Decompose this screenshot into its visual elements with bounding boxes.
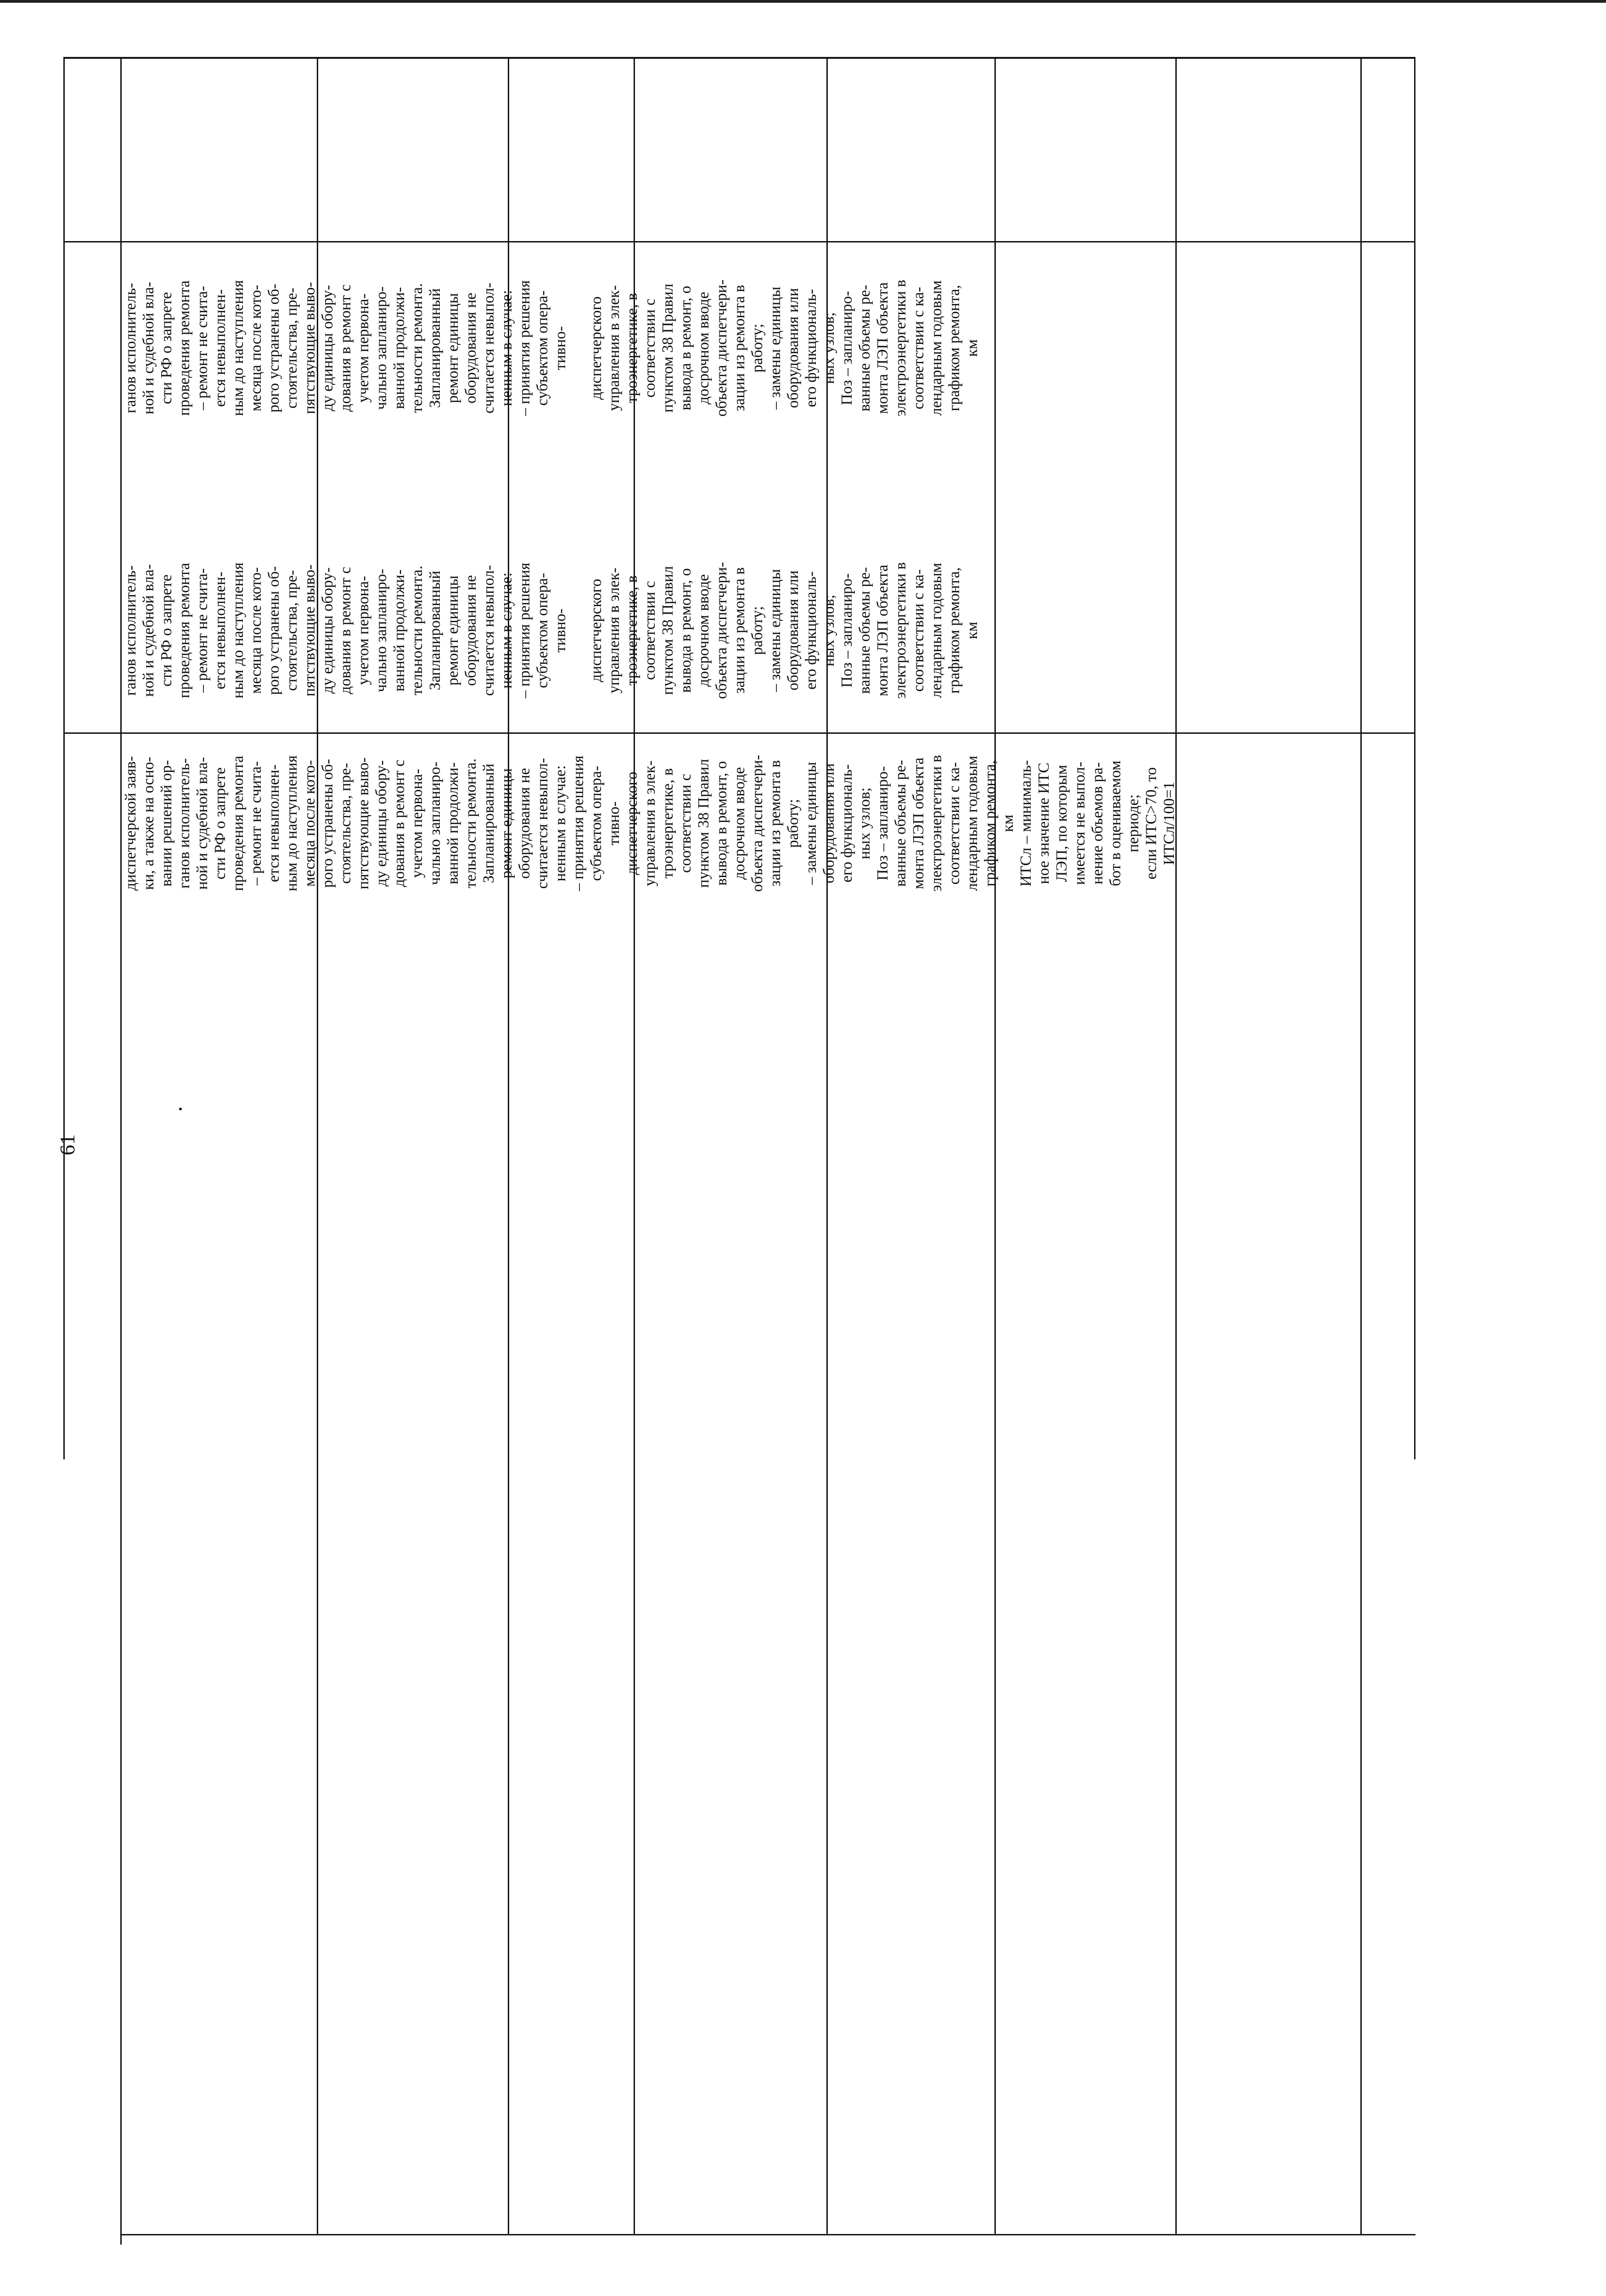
cell-text-line: монта ЛЭП объекта [910, 757, 927, 889]
cell-text-line: графиком ремонта, [946, 285, 963, 411]
cell-text-line: ненным в случае: [498, 572, 515, 689]
cell-text-line: ное значение ИТС [1035, 762, 1052, 884]
cell-text-line: учетом первона- [355, 576, 372, 685]
cell-text-line: ных узлов; [856, 787, 873, 860]
cell-text-line: ИТСл – минималь- [1017, 760, 1034, 887]
cell-text-line: графиком ремонта, [946, 567, 963, 694]
cell-text-line: тивно- [552, 608, 569, 653]
cell-text-line: его функциональ- [803, 571, 820, 690]
cell-text-line: оборудования не [462, 293, 479, 404]
cell-text-line: стоятельства, пре- [283, 570, 300, 691]
cell-text-line: субъектом опера- [588, 765, 605, 881]
cell-text-line: пятствующие выво- [301, 564, 318, 697]
cell-text-line: периоде; [1125, 794, 1142, 853]
cell-text-line: чально запланиро- [427, 761, 444, 885]
cell-text-line: тивно- [606, 801, 623, 845]
cell-text-line: диспетчерской заяв- [122, 756, 139, 891]
cell-text-line: ется невыполнен- [265, 764, 282, 883]
cell-text-line: субъектом опера- [534, 290, 551, 406]
cell-text-line: – замены единицы [767, 287, 784, 410]
table-cell-col2 [122, 727, 1407, 920]
cell-text-line: проведения ремонта [176, 280, 193, 416]
cell-text-line: ванной продолжи- [391, 287, 408, 409]
cell-text-line: учетом первона- [355, 293, 372, 403]
cell-text-line: – принятия решения [570, 755, 587, 891]
cell-text-line: сти РФ о запрете [158, 292, 175, 405]
cell-text-line: пятствующие выво- [355, 757, 372, 889]
cell-text-line: пунктом 38 Правил [659, 283, 676, 413]
cell-text-line: рого устранены об- [265, 566, 282, 695]
cell-text-line: бот в оцениваемом [1107, 760, 1124, 886]
cell-text-line: монта ЛЭП объекта [874, 564, 891, 697]
cell-text-line: – замены единицы [767, 569, 784, 692]
cell-text-line: дования в ремонт с [391, 760, 408, 887]
cell-text-line: ным до наступления [230, 280, 247, 416]
cell-text-line: Поз – запланиро- [838, 573, 855, 688]
cell-text-line: его функциональ- [803, 289, 820, 407]
cell-text-line: диспетчерского [588, 296, 605, 400]
cell-text-line: объекта диспетчери- [749, 754, 766, 892]
cell-text-line: управления в элек- [606, 285, 623, 411]
cell-text-line: ганов исполнитель- [176, 758, 193, 889]
cell-text-line: тельности ремонта. [462, 758, 479, 889]
cell-text-line: управления в элек- [641, 760, 658, 886]
cell-text-line: зации из ремонта в [731, 567, 748, 694]
cell-text-line: диспетчерского [588, 579, 605, 682]
cell-text-line: проведения ремонта [230, 755, 247, 891]
cell-text-line: учетом первона- [409, 769, 426, 878]
cell-text-line: – ремонт не счита- [194, 568, 211, 693]
cell-text-line: км [1000, 814, 1016, 833]
cell-text-line: ным до наступления [283, 755, 300, 891]
cell-text-line: ду единицы обору- [373, 760, 390, 887]
cell-text-line: стоятельства, пре- [337, 763, 354, 884]
cell-text-line: тивно- [552, 326, 569, 370]
cell-text-line: троэнергетике, в [623, 575, 640, 686]
cell-text-line: ремонт единицы [498, 768, 515, 878]
cell-text-line: чально запланиро- [373, 286, 390, 410]
cell-text-line: ремонт единицы [444, 575, 461, 686]
cell-text-line: вывода в ремонт, о [677, 286, 694, 411]
cell-text-line: диспетчерского [623, 771, 640, 875]
cell-text-line: зации из ремонта в [767, 760, 784, 887]
cell-text-line: Запланированный [427, 288, 444, 408]
cell-text-line: ванной продолжи- [391, 569, 408, 692]
cell-text-line: ненным в случае: [552, 765, 569, 882]
cell-text-line: работу; [749, 606, 766, 655]
cell-text-line: ИТСл/100=1 [1161, 782, 1178, 865]
cell-text-line: управления в элек- [606, 568, 623, 693]
cell-text-line: рого устранены об- [265, 283, 282, 413]
cell-text-line: ванные объемы ре- [856, 567, 873, 694]
cell-text-line: ду единицы обору- [319, 567, 336, 694]
cell-text-line: тельности ремонта. [409, 565, 426, 696]
cell-text-line: соответствии с ка- [910, 287, 927, 410]
cell-text-line: чально запланиро- [373, 568, 390, 692]
cell-text-line: Поз – запланиро- [874, 766, 891, 881]
cell-text-line: вании решений ор- [158, 760, 175, 887]
cell-text-line: ванные объемы ре- [892, 760, 909, 887]
cell-text-line: считается невыпол- [480, 565, 497, 696]
cell-text-line: если ИТС>70, то [1143, 767, 1160, 880]
cell-text-line: ганов исполнитель- [122, 565, 139, 696]
cell-text-line: лендарным годовым [928, 280, 945, 416]
scan-speck [179, 1108, 182, 1110]
cell-text-line: – принятия решения [516, 280, 533, 416]
cell-text-line: пунктом 38 Правил [695, 759, 712, 888]
cell-text-line: монта ЛЭП объекта [874, 282, 891, 414]
table-border-top [63, 57, 1415, 59]
cell-text-line: лендарным годовым [964, 755, 981, 891]
cell-text-line: нение объемов ра- [1089, 762, 1106, 884]
cell-text-line: ных узлов; [820, 594, 837, 667]
cell-text-line: считается невыпол- [480, 282, 497, 414]
cell-text-line: тельности ремонта. [409, 283, 426, 413]
cell-text-line: рого устранены об- [319, 759, 336, 888]
cell-text-line: считается невыпол- [534, 758, 551, 889]
cell-text-line: – замены единицы [803, 762, 820, 885]
cell-text-line [569, 255, 587, 441]
cell-text-line: ванной продолжи- [444, 762, 461, 884]
cell-text-line: Запланированный [480, 763, 497, 884]
page-number: 61 [56, 1134, 79, 1155]
cell-text-line: электроэнергетики в [928, 755, 945, 892]
cell-text-line: досрочном вводе [695, 574, 712, 687]
cell-text-line: оборудования или [820, 763, 837, 884]
cell-text-line: объекта диспетчери- [713, 562, 730, 699]
cell-text-line: – ремонт не счита- [247, 761, 264, 886]
cell-text-line: – ремонт не счита- [194, 286, 211, 411]
cell-text-line: имеется не выпол- [1071, 761, 1088, 885]
cell-text-line: оборудования не [516, 768, 533, 879]
cell-text-line: ной и судебной вла- [140, 281, 157, 415]
cell-text-line: работу; [749, 323, 766, 373]
cell-text-line: ЛЭП, по которым [1053, 765, 1070, 882]
table-border-left [63, 58, 65, 1459]
cell-text-line: досрочном вводе [695, 292, 712, 405]
cell-text-line: электроэнергетики в [892, 562, 909, 699]
cell-text-line: соответствии с [641, 298, 658, 398]
cell-text-line: ду единицы обору- [319, 285, 336, 411]
cell-text-line: соответствии с ка- [946, 762, 963, 885]
cell-text-line: вывода в ремонт, о [677, 568, 694, 693]
cell-text-line: дования в ремонт с [337, 284, 354, 412]
cell-text-line: ным до наступления [230, 563, 247, 698]
cell-text-line: пунктом 38 Правил [659, 566, 676, 695]
cell-text-line: ной и судебной вла- [140, 564, 157, 697]
cell-text-line: лендарным годовым [928, 563, 945, 698]
cell-text-line: ется невыполнен- [212, 571, 229, 690]
cell-text-line: ненным в случае: [498, 290, 515, 406]
cell-text-line: соответствии с ка- [910, 569, 927, 692]
cell-text-line: его функциональ- [838, 764, 855, 883]
cell-text-line: объекта диспетчери- [713, 279, 730, 417]
cell-text-line: месяца после кото- [301, 760, 318, 887]
cell-text-line: ванные объемы ре- [856, 285, 873, 411]
cell-text-line: ется невыполнен- [212, 289, 229, 407]
cell-text-line: оборудования не [462, 575, 479, 686]
cell-text-line: троэнергетике, в [659, 768, 676, 879]
cell-text-line: дования в ремонт с [337, 567, 354, 694]
cell-text-line: км [964, 621, 981, 640]
cell-text-line: оборудования или [785, 570, 802, 691]
cell-text-line: месяца после кото- [247, 285, 264, 411]
cell-text-line: Запланированный [427, 570, 444, 691]
cell-text-line: ганов исполнитель- [122, 283, 139, 413]
cell-text-line: ных узлов; [820, 312, 837, 384]
cell-text-line: км [964, 339, 981, 357]
cell-text-line: троэнергетике, в [623, 293, 640, 404]
table-border-right [1414, 58, 1415, 1459]
cell-text-line: оборудования или [785, 288, 802, 408]
cell-text-line: соответствии с [677, 774, 694, 873]
cell-text-line: соответствии с [641, 581, 658, 680]
table-column-rule [63, 241, 1415, 242]
cell-text-line: Поз – запланиро- [838, 291, 855, 405]
cell-text-line: стоятельства, пре- [283, 287, 300, 409]
cell-text-line: электроэнергетики в [892, 280, 909, 416]
table-bottom-rule [120, 2234, 1415, 2235]
cell-text-line: пятствующие выво- [301, 282, 318, 414]
cell-text-line: графиком ремонта, [982, 760, 999, 887]
cell-text-line: сти РФ о запрете [158, 574, 175, 687]
cell-text-line: – принятия решения [516, 563, 533, 698]
table-cell-col3 [122, 252, 1407, 445]
cell-text-line: досрочном вводе [731, 767, 748, 880]
cell-text-line: ки, а также на осно- [140, 756, 157, 890]
cell-text-line: вывода в ремонт, о [713, 761, 730, 886]
cell-text-line: зации из ремонта в [731, 285, 748, 411]
cell-text-line: ремонт единицы [444, 293, 461, 403]
cell-text-line [569, 538, 587, 723]
cell-text-line: субъектом опера- [534, 573, 551, 688]
cell-text-line: проведения ремонта [176, 563, 193, 698]
table-cell-col1 [122, 534, 1407, 727]
cell-text-line: работу; [785, 799, 802, 848]
cell-text-line: ной и судебной вла- [194, 757, 211, 890]
cell-text-line: месяца после кото- [247, 567, 264, 694]
cell-text-line: сти РФ о запрете [212, 767, 229, 880]
